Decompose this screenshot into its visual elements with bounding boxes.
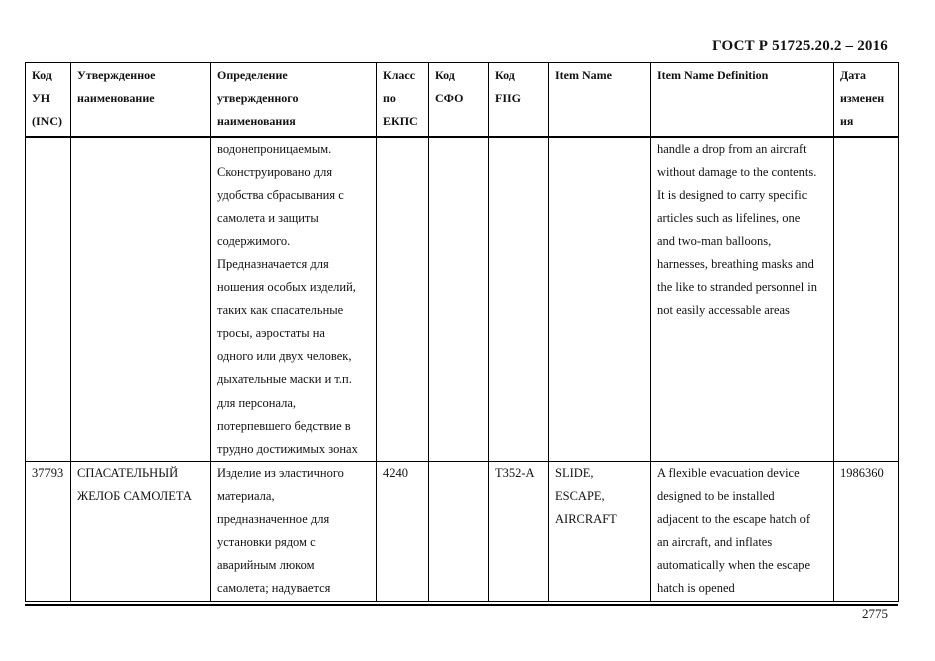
cell-inc [26, 137, 71, 462]
header-definition: Определение утвержденного наименования [211, 63, 377, 137]
table-header-row [26, 63, 899, 137]
header-item-name-definition: Item Name Definition [651, 63, 834, 137]
cell-fiig [489, 137, 549, 462]
cell-approved-name [71, 137, 211, 462]
document-standard-header: ГОСТ Р 51725.20.2 – 2016 [712, 38, 888, 54]
cell-inc: 37793 [26, 462, 71, 602]
page-number: 2775 [862, 606, 888, 621]
cell-definition-ru: Изделие из эластичного материала, предназначенное для установки рядом с аварийным люком самолета; надувается [211, 462, 377, 602]
cell-class: 4240 [377, 462, 429, 602]
table-row [26, 462, 899, 602]
header-approved-name: Утвержденное наименование [71, 63, 211, 137]
header-sfo-code: Код СФО [429, 63, 489, 137]
header-item-name: Item Name [549, 63, 651, 137]
table-bottom-rule [25, 604, 898, 606]
cell-class [377, 137, 429, 462]
header-class: Класс по ЕКПС [377, 63, 429, 137]
cell-date: 1986360 [834, 462, 899, 602]
cell-item-name: SLIDE, ESCAPE, AIRCRAFT [549, 462, 651, 602]
header-inc: Код УН (INC) [26, 63, 71, 137]
cell-definition-en: handle a drop from an aircraft without damage to the contents. It is designed to carry specific articles such as lifelines, one and two-man balloons, harnesses, breathing masks and the like to stranded personnel in not easily accessable areas [651, 137, 834, 462]
cell-definition-en: A flexible evacuation device designed to be installed adjacent to the escape hatch of an aircraft, and inflates automatically when the escape hatch is opened [651, 462, 834, 602]
catalog-table [25, 62, 899, 602]
table-row [26, 137, 899, 462]
cell-sfo [429, 137, 489, 462]
cell-date [834, 137, 899, 462]
cell-sfo [429, 462, 489, 602]
cell-fiig: T352-A [489, 462, 549, 602]
cell-approved-name: СПАСАТЕЛЬНЫЙ ЖЕЛОБ САМОЛЕТА [71, 462, 211, 602]
header-fiig-code: Код FIIG [489, 63, 549, 137]
header-change-date: Дата изменен ия [834, 63, 899, 137]
cell-definition-ru: водонепроницаемым. Сконструировано для удобства сбрасывания с самолета и защиты содержимого. Предназначается для ношения особых изделий, таких как спасательные тросы, аэростаты на одного или двух человек, дыхательные маски и т.п. для персонала, потерпевшего бедствие в трудно достижимых зонах [211, 137, 377, 462]
cell-item-name [549, 137, 651, 462]
